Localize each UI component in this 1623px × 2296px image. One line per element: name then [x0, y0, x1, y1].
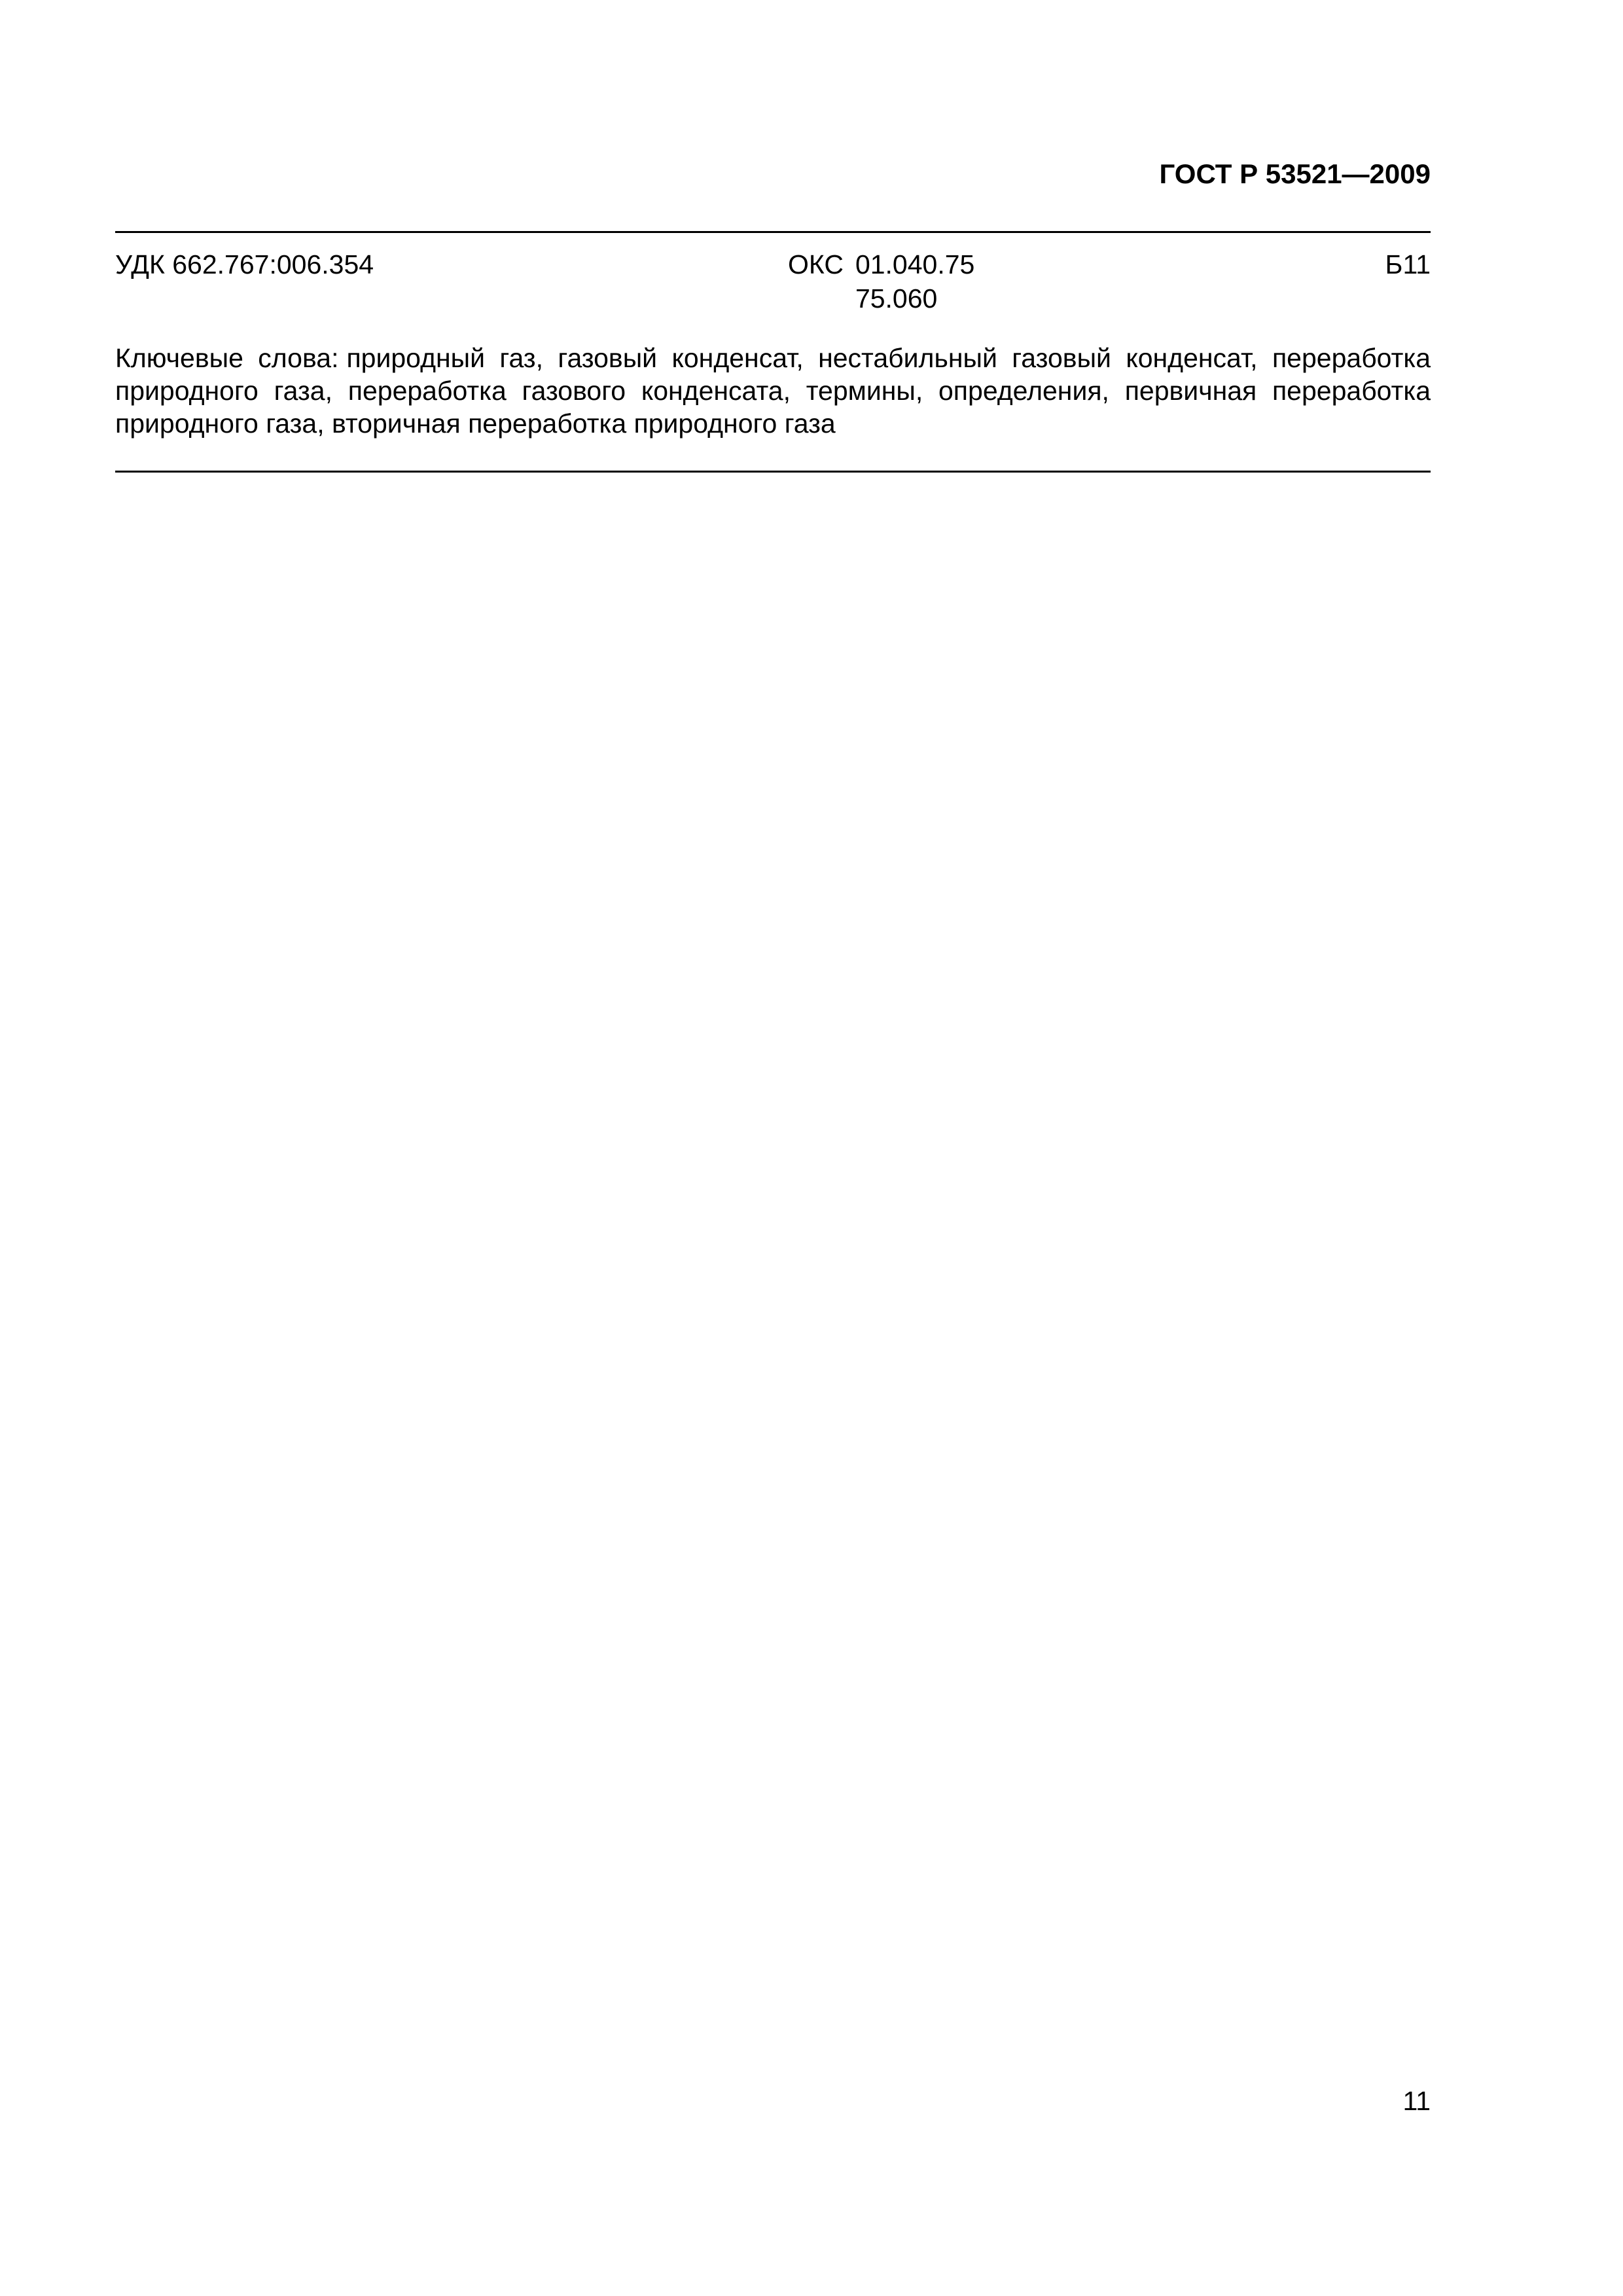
oks-block: [788, 247, 974, 315]
top-divider: [115, 231, 1431, 233]
oks-code: 01.040.75: [855, 249, 975, 279]
group-code: Б11: [1385, 249, 1431, 279]
classifier-row: [115, 247, 1431, 319]
standard-code: ГОСТ Р 53521—2009: [1159, 158, 1431, 189]
oks-code: 75.060: [855, 283, 938, 314]
keywords-paragraph: [115, 342, 1431, 440]
udc-code: УДК 662.767:006.354: [115, 249, 374, 279]
bottom-divider: [115, 471, 1431, 473]
page-number: 11: [1402, 2086, 1431, 2116]
oks-codes: [855, 247, 974, 315]
keywords-label: Ключевые слова:: [115, 343, 339, 373]
oks-label: ОКС: [788, 249, 844, 279]
keywords-text: природный газ, газовый конденсат, нестабильный газовый конденсат, переработка природного газа, переработка газового конденсата, термины, определения, первичная переработка природного газа, вторичная переработка природного газа: [115, 343, 1431, 439]
